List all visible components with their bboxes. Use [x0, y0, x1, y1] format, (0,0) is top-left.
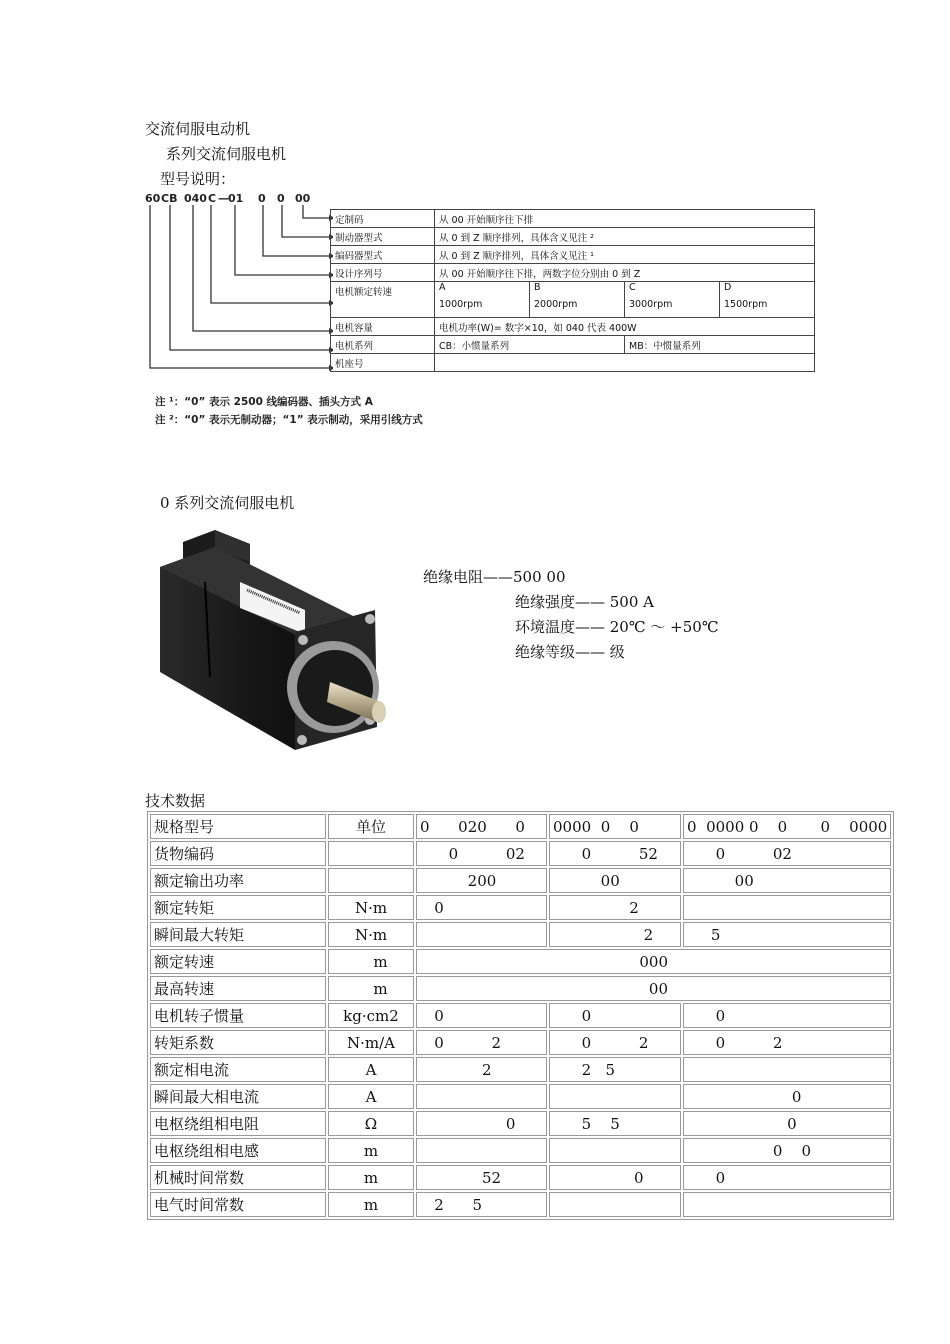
note-1: 注 ¹：“0” 表示 2500 线编码器、插头方式 A	[155, 396, 373, 408]
tech-cell: 0 2	[416, 1030, 547, 1055]
code-part: 00	[295, 192, 311, 205]
code-row-label: 电机系列	[331, 336, 435, 354]
tech-cell: N·m	[328, 922, 414, 947]
code-row-label: 制动器型式	[331, 228, 435, 246]
tech-cell: 电气时间常数	[150, 1192, 326, 1217]
tech-cell	[416, 922, 547, 947]
code-row-label: 编码器型式	[331, 246, 435, 264]
tech-cell: 电枢绕组相电感	[150, 1138, 326, 1163]
code-row-desc: 电机功率(W)= 数字×10，如 040 代表 400W	[435, 318, 815, 336]
tech-row	[150, 922, 891, 947]
tech-cell: 0 2	[549, 1030, 681, 1055]
speed-cell	[625, 282, 720, 318]
tech-cell	[328, 841, 414, 866]
code-part: 040	[184, 192, 207, 205]
tech-row	[150, 895, 891, 920]
tech-cell: 最高转速	[150, 976, 326, 1001]
tech-cell: m	[328, 976, 414, 1001]
tech-cell: 瞬间最大转矩	[150, 922, 326, 947]
tech-cell: 规格型号	[150, 814, 326, 839]
tech-row	[150, 1165, 891, 1190]
code-part: 0	[258, 192, 266, 205]
series-title: 0 系列交流伺服电机	[160, 494, 295, 512]
code-part: C	[208, 192, 217, 205]
tech-cell: 00	[683, 868, 891, 893]
tech-cell	[328, 868, 414, 893]
tech-cell	[549, 1192, 681, 1217]
tech-cell: N·m	[328, 895, 414, 920]
speed-letter: B	[534, 282, 541, 293]
spec-insulation-class: 绝缘等级—— 级	[515, 643, 625, 661]
tech-row	[150, 1111, 891, 1136]
tech-cell: 2 5	[549, 1057, 681, 1082]
speed-rpm: 2000rpm	[534, 299, 578, 310]
tech-cell	[549, 1084, 681, 1109]
speed-letter: A	[439, 282, 446, 293]
tech-row	[150, 868, 891, 893]
code-row-desc: 从 0 到 Z 顺序排列，具体含义见注 ²	[435, 228, 815, 246]
tech-row	[150, 814, 891, 839]
speed-rpm: 1500rpm	[724, 299, 768, 310]
tech-cell: 00	[416, 976, 891, 1001]
tech-cell: 额定转速	[150, 949, 326, 974]
servo-motor-image	[155, 522, 395, 757]
tech-cell: 0 0	[683, 1138, 891, 1163]
code-part: —	[218, 192, 229, 205]
speed-cell	[435, 282, 530, 318]
code-row-label: 机座号	[331, 354, 435, 372]
code-part: 01	[228, 192, 244, 205]
tech-cell: 5 5	[549, 1111, 681, 1136]
connector-lines	[143, 188, 333, 378]
tech-cell: 额定输出功率	[150, 868, 326, 893]
tech-row	[150, 1030, 891, 1055]
code-row-label: 电机额定转速	[331, 282, 435, 318]
tech-cell: 5	[683, 922, 891, 947]
code-row-label: 定制码	[331, 210, 435, 228]
tech-cell: 电机转子惯量	[150, 1003, 326, 1028]
speed-cell	[530, 282, 625, 318]
tech-cell: m	[328, 1192, 414, 1217]
tech-cell: 货物编码	[150, 841, 326, 866]
tech-cell: 机械时间常数	[150, 1165, 326, 1190]
tech-cell: 2	[549, 895, 681, 920]
tech-cell: 2 5	[416, 1192, 547, 1217]
note-2: 注 ²：“0” 表示无制动器；“1” 表示制动，采用引线方式	[155, 414, 423, 426]
tech-cell: m	[328, 1138, 414, 1163]
code-part: 60	[145, 192, 161, 205]
speed-rpm: 1000rpm	[439, 299, 483, 310]
tech-cell: 0 52	[549, 841, 681, 866]
tech-cell: 0 020 0	[416, 814, 547, 839]
doc-heading: 交流伺服电动机	[145, 120, 251, 138]
tech-cell	[683, 1192, 891, 1217]
tech-cell: 0 02	[416, 841, 547, 866]
tech-cell: 额定转矩	[150, 895, 326, 920]
tech-row	[150, 949, 891, 974]
code-row-label: 电机容量	[331, 318, 435, 336]
code-row-desc: 从 00 开始顺序往下排	[435, 210, 815, 228]
tech-data-table	[147, 811, 894, 1220]
tech-cell: 52	[416, 1165, 547, 1190]
tech-cell: 0	[416, 1003, 547, 1028]
tech-cell: 0	[416, 895, 547, 920]
tech-cell	[549, 1138, 681, 1163]
spec-ambient-temp: 环境温度—— 20℃ ～ +50℃	[515, 618, 719, 636]
tech-cell: 0 2	[683, 1030, 891, 1055]
tech-cell: A	[328, 1084, 414, 1109]
tech-cell: kg·cm2	[328, 1003, 414, 1028]
tech-cell	[416, 1084, 547, 1109]
tech-cell: 0	[683, 1003, 891, 1028]
model-heading: 型号说明：	[160, 170, 236, 188]
tech-cell: 0000 0 0	[549, 814, 681, 839]
spec-insulation-resistance: 绝缘电阻——500 00	[423, 568, 566, 586]
code-row-label: 设计序列号	[331, 264, 435, 282]
tech-row	[150, 1084, 891, 1109]
code-row-desc	[435, 354, 815, 372]
tech-cell: 转矩系数	[150, 1030, 326, 1055]
model-code-table	[330, 209, 815, 372]
tech-row	[150, 1057, 891, 1082]
speed-rpm: 3000rpm	[629, 299, 673, 310]
tech-cell: 2	[416, 1057, 547, 1082]
tech-cell: 0	[683, 1165, 891, 1190]
tech-cell: 0 02	[683, 841, 891, 866]
tech-cell	[683, 895, 891, 920]
code-part: CB	[161, 192, 178, 205]
tech-cell: N·m/A	[328, 1030, 414, 1055]
tech-cell: m	[328, 1165, 414, 1190]
series-b: MB：中惯量系列	[625, 336, 815, 354]
tech-cell: 瞬间最大相电流	[150, 1084, 326, 1109]
tech-cell: 0	[683, 1111, 891, 1136]
tech-row	[150, 1003, 891, 1028]
tech-cell: 0	[549, 1165, 681, 1190]
tech-cell: 0	[683, 1084, 891, 1109]
tech-cell: 00	[549, 868, 681, 893]
tech-cell: m	[328, 949, 414, 974]
tech-cell	[416, 1138, 547, 1163]
code-row-desc: 从 0 到 Z 顺序排列，具体含义见注 ¹	[435, 246, 815, 264]
tech-cell: 0 0000 0 0 0 0000	[683, 814, 891, 839]
tech-cell: 0	[549, 1003, 681, 1028]
tech-cell: Ω	[328, 1111, 414, 1136]
tech-row	[150, 1138, 891, 1163]
tech-cell: 2	[549, 922, 681, 947]
tech-cell: 0	[416, 1111, 547, 1136]
series-heading: 系列交流伺服电机	[166, 145, 287, 163]
spec-insulation-strength: 绝缘强度—— 500 A	[515, 593, 654, 611]
series-a: CB：小惯量系列	[435, 336, 625, 354]
code-part: 0	[277, 192, 285, 205]
tech-cell: 000	[416, 949, 891, 974]
tech-row	[150, 976, 891, 1001]
tech-cell: 单位	[328, 814, 414, 839]
tech-cell: 200	[416, 868, 547, 893]
tech-row	[150, 1192, 891, 1217]
tech-cell: 额定相电流	[150, 1057, 326, 1082]
speed-cell	[720, 282, 815, 318]
speed-letter: C	[629, 282, 636, 293]
tech-row	[150, 841, 891, 866]
tech-data-title: 技术数据	[145, 792, 206, 810]
tech-cell	[683, 1057, 891, 1082]
tech-cell: 电枢绕组相电阻	[150, 1111, 326, 1136]
model-code-diagram	[143, 188, 768, 433]
speed-letter: D	[724, 282, 732, 293]
tech-cell: A	[328, 1057, 414, 1082]
code-row-desc: 从 00 开始顺序往下排，两数字位分别由 0 到 Z	[435, 264, 815, 282]
